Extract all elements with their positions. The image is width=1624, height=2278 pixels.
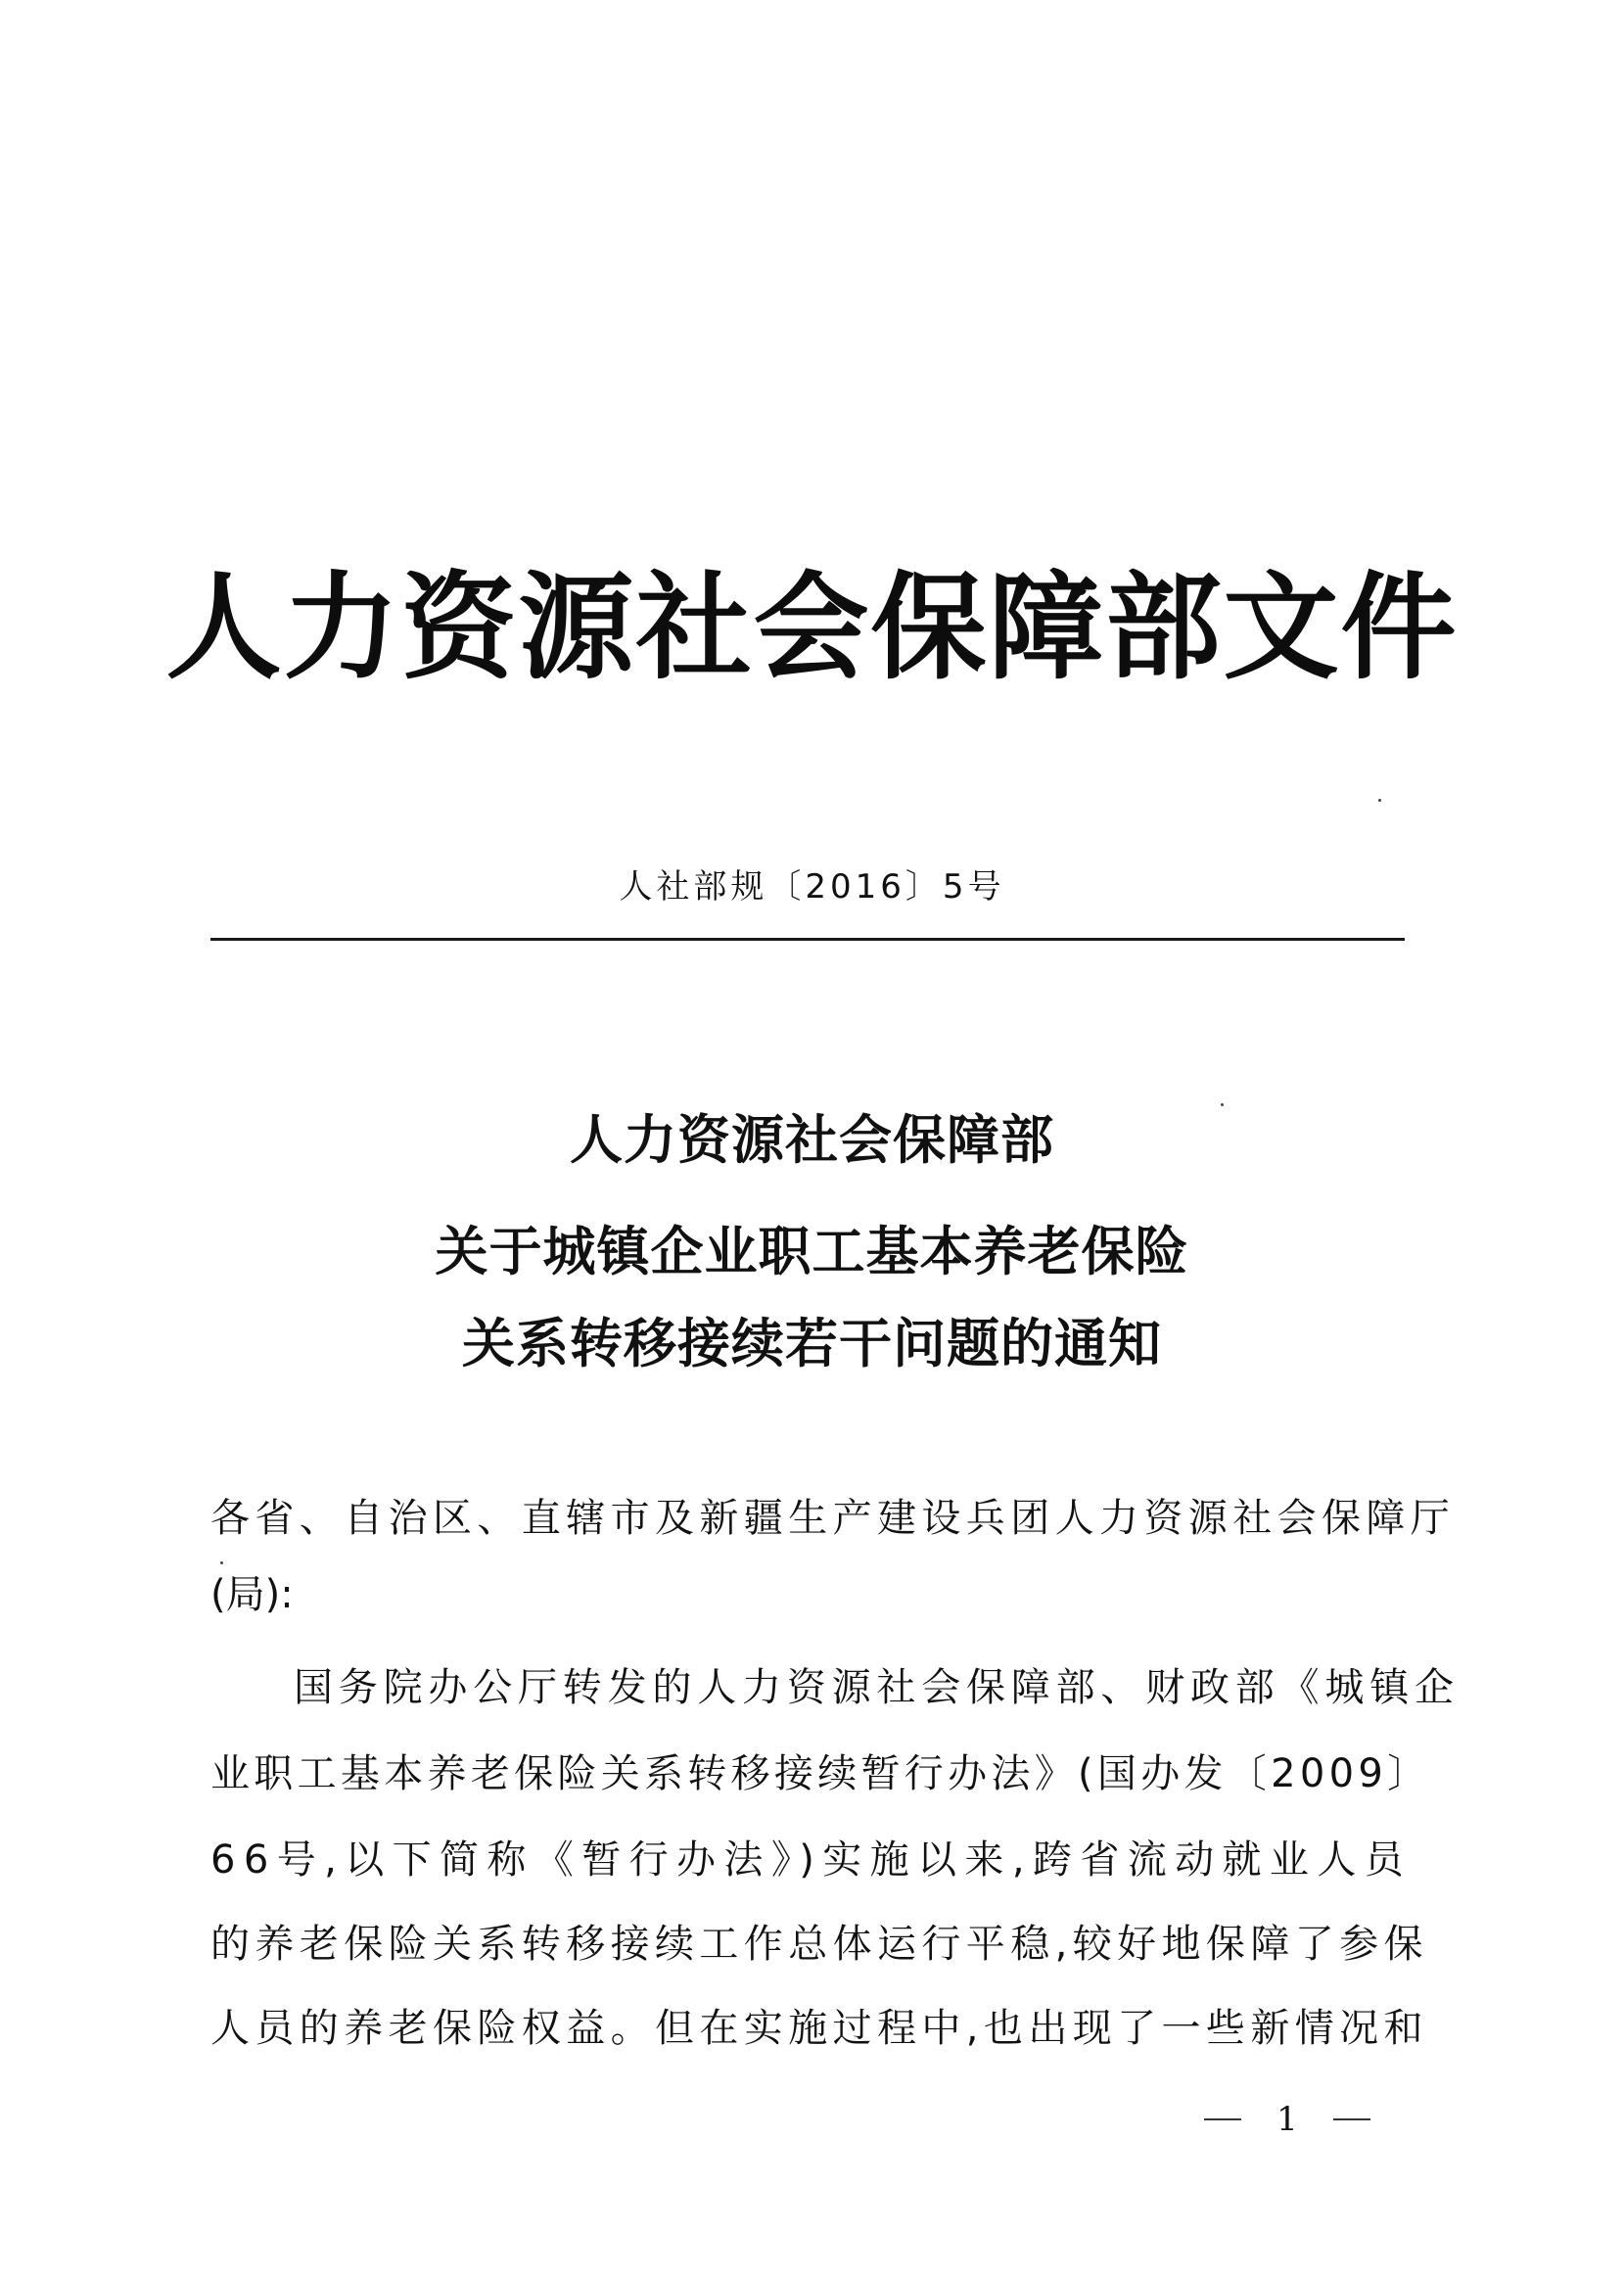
- paragraph-line-4: 的养老保险关系转移接续工作总体运行平稳,较好地保障了参保: [210, 1922, 1428, 1967]
- addressee-line-2: (局):: [210, 1572, 294, 1617]
- scan-speck: [1378, 799, 1381, 802]
- page-number-value: 1: [1276, 2100, 1298, 2139]
- paragraph-line-5: 人员的养老保险权益。但在实施过程中,也出现了一些新情况和: [210, 2006, 1428, 2051]
- document-number: 人社部规〔2016〕5号: [619, 867, 1005, 907]
- document-header-title: 人力资源社会保障部文件: [165, 559, 1459, 695]
- page-number-dash-right: [1333, 2118, 1370, 2120]
- page-number-dash-left: [1204, 2118, 1241, 2120]
- header-separator-line: [210, 938, 1405, 941]
- notice-title-line-2: 关于城镇企业职工基本养老保险: [435, 1220, 1189, 1282]
- page-number: [1204, 2100, 1370, 2139]
- notice-title-line-1: 人力资源社会保障部: [570, 1108, 1054, 1171]
- scan-speck: [220, 1561, 223, 1564]
- paragraph-line-3: 66号,以下简称《暂行办法》)实施以来,跨省流动就业人员: [210, 1837, 1413, 1883]
- notice-title-line-3: 关系转移接续若干问题的通知: [462, 1312, 1162, 1374]
- paragraph-line-1: 国务院办公厅转发的人力资源社会保障部、财政部《城镇企: [294, 1665, 1460, 1710]
- paragraph-line-2: 业职工基本养老保险关系转移接续暂行办法》(国办发〔2009〕: [210, 1751, 1431, 1796]
- addressee-line-1: 各省、自治区、直辖市及新疆生产建设兵团人力资源社会保障厅: [210, 1496, 1456, 1541]
- scan-speck: [1221, 1103, 1224, 1106]
